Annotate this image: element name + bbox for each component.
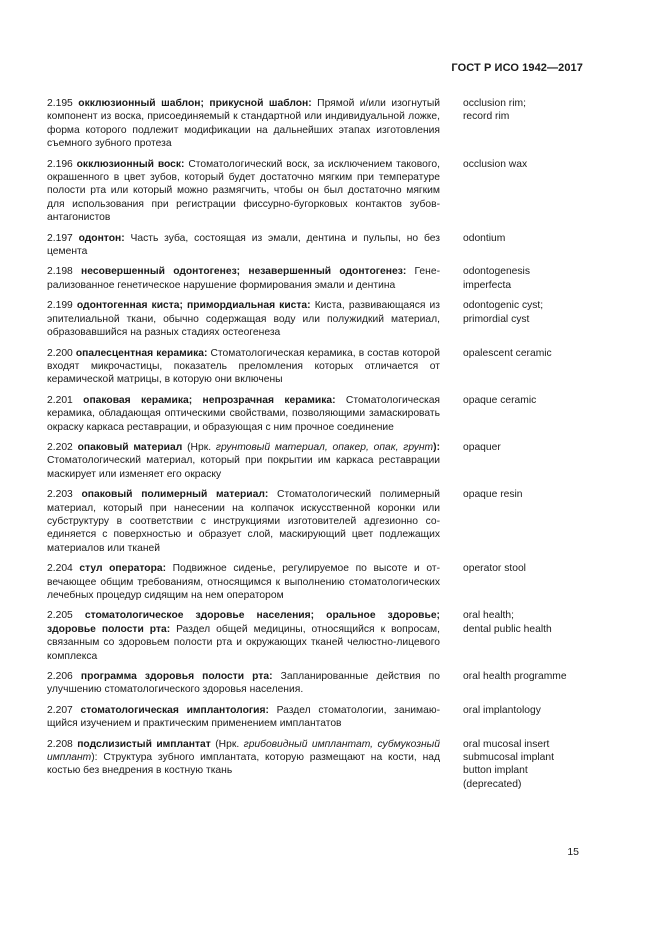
term-number: 2.202 [47, 441, 73, 453]
english-equivalent: odontium [463, 232, 506, 244]
term-definition: Часть зуба, состоящая из эмали, дентина и пульпы, но без цемента [47, 232, 440, 258]
term-number: 2.199 [47, 300, 73, 312]
term-definition: Стоматологический полимерный материал, который при нанесении на колпачок искусственной коронки или субструктуру в соответствии с инструкциями изготовителей адгезионно соединяется с поверхностью и образует слой, маскирующий цвет подлежащих материалов или тканей [47, 489, 440, 554]
term-definition: Стоматологическая керамика, обладающая оптическими свойствами, позволяющими замаскировать окраску каркаса реставрации, и образующая с ним прочное соединение [47, 394, 440, 433]
term-number: 2.197 [47, 232, 73, 244]
term-title: стоматологическое здоровье населения; оральное здоровье; здоровье полости рта: [47, 610, 440, 635]
term-title: стоматологическая имплантология: [80, 704, 269, 716]
term-title: окклюзионный воск: [76, 158, 185, 170]
term-definition: Раздел общей медицины, относящийся к вопросам, связанным со здоровьем полости рта и окружающих тканей челюстно-лицевого комплекса [47, 623, 440, 662]
term-entry-2-199 [47, 299, 587, 339]
term-title: программа здоровья полости рта: [80, 671, 273, 683]
english-equivalent: oral health; dental public health [463, 610, 552, 635]
term-definition: Стоматологическая керамика, в состав которой входят микрочастицы, показатель преломления которых отличается от керамической матрицы, в которую они включены [47, 347, 440, 386]
term-entry-2-200 [47, 347, 587, 387]
term-number: 2.203 [47, 489, 73, 501]
term-entry-2-206 [47, 670, 587, 697]
term-definition: Раздел стоматологии, занимающийся изучением и практическим применением имплантатов [47, 704, 440, 730]
term-entry-2-201 [47, 394, 587, 434]
english-equivalent: opalescent ceramic [463, 347, 552, 359]
term-number: 2.196 [47, 158, 73, 170]
term-title: окклюзионный шаблон; прикусной шаблон: [78, 98, 312, 109]
deprecated-open: (Нрк. [215, 738, 240, 750]
english-equivalent: opaque resin [463, 489, 523, 501]
term-title: стул оператора: [79, 563, 167, 575]
term-definition: Прямой и/или изогнутый компонент из воска, присоединяемый к стандартной или индивидуальной ложке, форма которого подлежит модификации на дальнейших этапах изготовления съемного зубного протеза [47, 98, 440, 150]
deprecated-close: ): [433, 441, 440, 453]
term-definition: Подвижное сиденье, регулируемое по высоте и отвечающее общим требованиям, относящимся к выполнению стоматологических лечебных процедур сидящим на нем оператором [47, 563, 440, 601]
deprecated-terms: грунтовый материал, опакер, опак, грунт [215, 441, 434, 453]
term-definition: Стоматологический воск, за исключением такового, окрашенного в цвет зубов, который будет достаточно мягким при температуре полости рта или который можно размягчить, чтобы он был достаточно мягким для использования при регистрации фиссурно-бугорковых контактов зубов-антагонистов [47, 158, 440, 224]
term-entry-2-207 [47, 704, 587, 731]
term-entry-2-196 [47, 158, 587, 225]
english-equivalent: oral mucosal insert submucosal implant button implant (deprecated) [463, 738, 554, 790]
term-definition: Стоматологический материал, который при покрытии им каркаса реставрации маскирует или изменяет его окраску [47, 455, 440, 480]
term-entry-2-205 [47, 609, 587, 663]
english-equivalent: occlusion wax [463, 158, 528, 170]
term-title: опаковая керамика; непрозрачная керамика: [83, 394, 336, 406]
term-number: 2.200 [47, 347, 73, 359]
term-title: одонтон: [78, 232, 125, 244]
term-title: подслизистый имплантат [77, 738, 211, 750]
term-number: 2.207 [47, 704, 73, 716]
term-title: опаковый полимерный материал: [81, 489, 269, 501]
term-title: опалесцентная керамика: [75, 347, 208, 359]
english-equivalent: occlusion rim; record rim [463, 98, 526, 123]
term-number: 2.198 [47, 266, 73, 278]
term-definition: Запланированные действия по улучшению стоматологического здоровья населения. [47, 671, 440, 696]
term-number: 2.204 [47, 563, 73, 575]
term-title: опаковый материал [77, 441, 183, 453]
term-definition: Структура зубного имплантата, которую размещают на кости, над костью без внедрения в костную ткань [47, 752, 440, 777]
term-number: 2.206 [47, 671, 73, 683]
deprecated-open: (Нрк. [187, 441, 212, 453]
english-equivalent: operator stool [463, 563, 526, 575]
term-number: 2.205 [47, 610, 73, 622]
english-equivalent: oral health programme [463, 671, 567, 683]
term-number: 2.201 [47, 394, 73, 406]
term-definition: Киста, развивающаяся из эпителиальной ткани, обычно содержащая воду или полужидкий материал, образовавшийся на разных стадиях остеогенеза [47, 300, 440, 339]
english-equivalent: opaquer [463, 441, 501, 453]
term-title: несовершенный одонтогенез; незавершенный одонтогенез: [81, 266, 407, 278]
term-number: 2.208 [47, 738, 73, 750]
term-entry-2-202 [47, 441, 587, 481]
english-equivalent: opaque ceramic [463, 394, 537, 406]
term-entry-2-204 [47, 562, 587, 602]
term-entry-2-203 [47, 488, 587, 555]
term-list [47, 97, 587, 798]
term-entry-2-197 [47, 232, 587, 259]
english-equivalent: odontogenic cyst; primordial cyst [463, 300, 544, 325]
term-definition: Генерализованное генетическое нарушение формирования эмали и дентина [47, 266, 440, 291]
deprecated-terms: грибовидный имплантат, субмукозный имплант [47, 738, 440, 764]
term-entry-2-198 [47, 265, 587, 292]
term-entry-2-195 [47, 97, 587, 151]
term-entry-2-208 [47, 738, 587, 792]
deprecated-close: ): [91, 752, 98, 764]
term-number: 2.195 [47, 98, 73, 109]
english-equivalent: odontogenesis imperfecta [463, 266, 530, 291]
term-title: одонтогенная киста; примордиальная киста: [76, 300, 311, 312]
standard-designation: ГОСТ Р ИСО 1942—2017 [451, 62, 583, 74]
page-number: 15 [567, 846, 579, 858]
english-equivalent: oral implantology [463, 704, 541, 716]
